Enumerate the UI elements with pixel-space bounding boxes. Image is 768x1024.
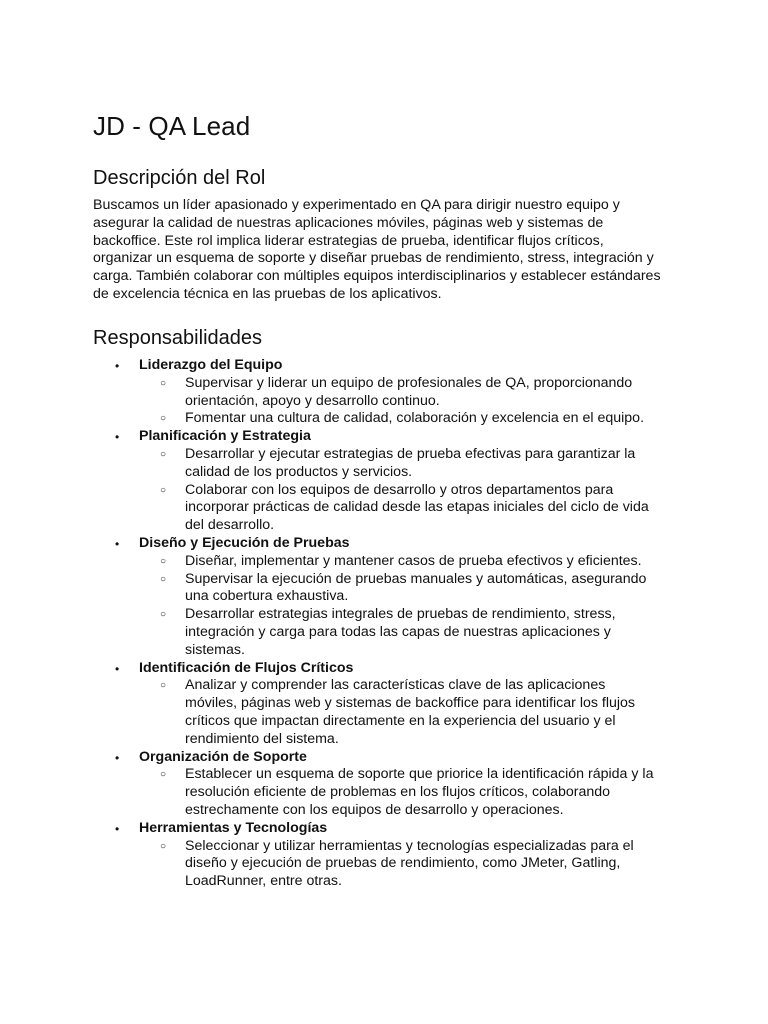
responsibilities-list	[0, 357, 768, 891]
responsibility-title: Planificación y Estrategia	[139, 428, 311, 445]
responsibility-subitems	[139, 677, 768, 748]
responsibility-title: Diseño y Ejecución de Pruebas	[139, 534, 350, 551]
bullet-icon: •	[115, 821, 120, 836]
responsibility-subitems	[139, 446, 768, 535]
responsibility-subitem	[139, 410, 655, 428]
hollow-circle-bullet-icon: ○	[160, 840, 167, 852]
responsibility-title: Organización de Soporte	[139, 748, 307, 765]
responsibility-item	[0, 749, 768, 820]
responsibility-item	[0, 820, 768, 891]
hollow-circle-bullet-icon: ○	[160, 609, 167, 621]
responsibility-subitem-text: Seleccionar y utilizar herramientas y tecnologías especializadas para el diseño y ejecución de pruebas de rendimiento, como JMeter, Gatling, LoadRunner, entre otras.	[185, 837, 634, 890]
hollow-circle-bullet-icon: ○	[160, 413, 167, 425]
hollow-circle-bullet-icon: ○	[160, 448, 167, 460]
responsibilities-heading: Responsabilidades	[93, 327, 263, 349]
responsibility-title: Identificación de Flujos Críticos	[139, 659, 354, 676]
responsibility-item	[0, 428, 768, 535]
responsibility-subitem	[139, 375, 655, 411]
responsibility-subitem-text: Supervisar y liderar un equipo de profesionales de QA, proporcionando orientación, apoyo y desarrollo continuo.	[185, 374, 633, 409]
bullet-icon: •	[115, 750, 120, 765]
responsibility-subitem-text: Desarrollar y ejecutar estrategias de prueba efectivas para garantizar la calidad de los productos y servicios.	[185, 445, 636, 480]
responsibility-subitem	[139, 766, 655, 819]
description-heading: Descripción del Rol	[93, 167, 266, 189]
responsibility-subitems	[139, 375, 768, 428]
bullet-icon: •	[115, 359, 120, 373]
bullet-icon: •	[115, 536, 120, 551]
responsibility-subitem-text: Establecer un esquema de soporte que priorice la identificación rápida y la resolución eficiente de problemas en los flujos críticos, colaborando estrechamente con los equipos de desarrollo y operaciones.	[185, 766, 654, 818]
responsibility-subitem-text: Desarrollar estrategias integrales de pruebas de rendimiento, stress, integración y carga para todas las capas de nuestras aplicaciones y sistemas.	[185, 606, 616, 658]
hollow-circle-bullet-icon: ○	[160, 769, 167, 781]
responsibility-subitem-text: Colaborar con los equipos de desarrollo y otros departamentos para incorporar prácticas de calidad desde las etapas iniciales del ciclo de vida del desarrollo.	[185, 481, 649, 534]
hollow-circle-bullet-icon: ○	[160, 377, 167, 389]
responsibility-subitem	[139, 606, 655, 659]
bullet-icon: •	[115, 430, 120, 445]
responsibility-subitems	[139, 766, 768, 819]
responsibility-item	[0, 357, 768, 428]
responsibility-subitem-text: Diseñar, implementar y mantener casos de prueba efectivos y eficientes.	[185, 552, 642, 569]
responsibility-subitem	[139, 838, 655, 891]
responsibility-item	[0, 660, 768, 749]
responsibility-subitem-text: Analizar y comprender las características clave de las aplicaciones móviles, páginas web y sistemas de backoffice para identificar los flujos críticos que impactan directamente en la experiencia del usuario y el rendimiento del sistema.	[185, 677, 636, 747]
responsibility-title: Liderazgo del Equipo	[139, 357, 283, 373]
hollow-circle-bullet-icon: ○	[160, 573, 167, 585]
responsibility-subitem	[139, 482, 655, 535]
document-title: JD - QA Lead	[93, 111, 251, 141]
hollow-circle-bullet-icon: ○	[160, 555, 167, 567]
hollow-circle-bullet-icon: ○	[160, 680, 167, 692]
description-paragraph: Buscamos un líder apasionado y experimentado en QA para dirigir nuestro equipo y asegurar la calidad de nuestras aplicaciones móviles, páginas web y sistemas de backoffice. Este rol implica liderar estrategias de prueba, identificar flujos críticos, organizar un esquema de soporte y diseñar pruebas de rendimiento, stress, integración y carga. También colaborar con múltiples equipos interdisciplinarios y establecer estándares de excelencia técnica en las pruebas de los aplicativos.	[93, 197, 661, 302]
responsibility-subitem	[139, 553, 655, 571]
responsibility-subitem	[139, 571, 655, 607]
hollow-circle-bullet-icon: ○	[160, 484, 167, 496]
responsibility-subitem	[139, 677, 655, 748]
bullet-icon: •	[115, 661, 120, 676]
responsibility-item	[0, 535, 768, 660]
responsibility-subitems	[139, 553, 768, 660]
responsibility-subitem-text: Fomentar una cultura de calidad, colaboración y excelencia en el equipo.	[185, 410, 645, 427]
responsibility-subitems	[139, 838, 768, 891]
responsibility-subitem-text: Supervisar la ejecución de pruebas manuales y automáticas, asegurando una cobertura exhaustiva.	[185, 570, 647, 605]
responsibility-subitem	[139, 446, 655, 482]
responsibility-title: Herramientas y Tecnologías	[139, 819, 328, 836]
